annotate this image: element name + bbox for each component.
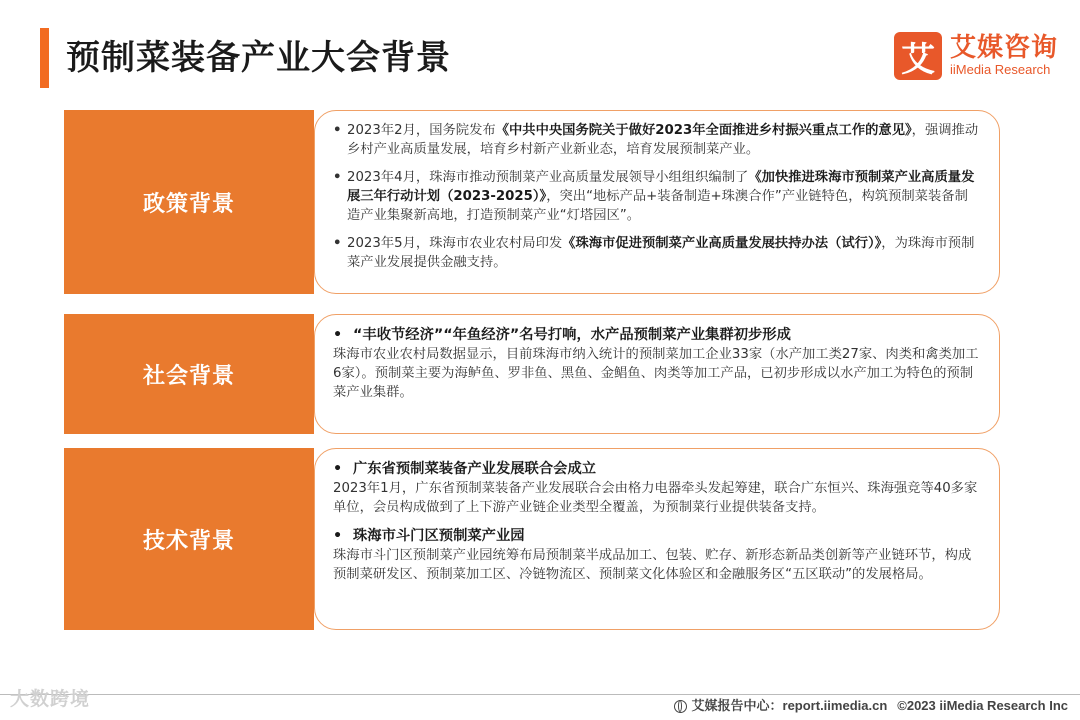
- footer: [674, 697, 1068, 715]
- page-title: 预制菜装备产业大会背景: [66, 38, 451, 78]
- policy-item: [333, 121, 981, 159]
- social-body: 珠海市农业农村局数据显示，目前珠海市纳入统计的预制菜加工企业33家（水产加工类27家、肉类和禽类加工6家）。预制菜主要为海鲈鱼、罗非鱼、黑鱼、金鲳鱼、肉类等加工产品，已初步形成以水产加工为特色的预制菜产业集群。: [333, 347, 979, 400]
- logo-text: [950, 34, 1058, 78]
- logo-mark-icon: 艾: [894, 32, 942, 80]
- policy-item-text: ，为珠海市预制菜产业发展提供金融支持。: [347, 236, 975, 270]
- social-heading-text: “丰收节经济”“年鱼经济”名号打响，水产品预制菜产业集群初步形成: [353, 327, 791, 343]
- tech-content: [314, 448, 1000, 630]
- social-label: 社会背景: [64, 314, 314, 434]
- logo-en: iiMedia Research: [949, 62, 1051, 77]
- tech-heading-1: [333, 459, 981, 479]
- tech-body-2: 珠海市斗门区预制菜产业园统筹布局预制菜半成品加工、包装、贮存、新形态新品类创新等产业链环节，构成预制菜研发区、预制菜加工区、冷链物流区、预制菜文化体验区和金融服务区“五区联动”的发展格局。: [333, 548, 972, 582]
- bullet-icon: •: [333, 327, 343, 343]
- social-section: [64, 314, 1000, 434]
- tech-body-1: 2023年1月，广东省预制菜装备产业发展联合会由格力电器牵头发起筹建，联合广东恒兴、珠海强竞等40多家单位，会员构成做到了上下游产业链企业类型全覆盖，为预制菜行业提供装备支持。: [333, 481, 978, 515]
- social-heading: [333, 325, 981, 345]
- policy-item-doc-title: 《加快推进珠海市预制菜产业高质量发展三年行动计划（2023-2025）》: [347, 170, 975, 204]
- policy-item-text: 2023年4月，珠海市推动预制菜产业高质量发展领导小组组织编制了: [347, 170, 749, 185]
- footer-divider: [0, 694, 1080, 695]
- bullet-icon: •: [333, 528, 343, 544]
- footer-copyright: ©2023 iiMedia Research Inc: [897, 698, 1068, 713]
- tech-heading-2: [333, 526, 981, 546]
- globe-icon: [674, 700, 687, 713]
- bullet-icon: •: [333, 236, 342, 251]
- tech-label: 技术背景: [64, 448, 314, 630]
- policy-item: [333, 234, 981, 272]
- iimedia-logo: [894, 30, 1058, 82]
- bullet-icon: •: [333, 123, 342, 138]
- policy-item-doc-title: 《珠海市促进预制菜产业高质量发展扶持办法（试行）》: [562, 236, 882, 251]
- title-accent-bar: [40, 28, 49, 88]
- tech-section: [64, 448, 1000, 630]
- bullet-icon: •: [333, 170, 342, 185]
- policy-item-text: 2023年5月，珠海市农业农村局印发: [347, 236, 563, 251]
- policy-section: [64, 110, 1000, 294]
- policy-item: [333, 168, 981, 225]
- policy-item-doc-title: 《中共中央国务院关于做好2023年全面推进乡村振兴重点工作的意见》: [495, 123, 912, 138]
- policy-content: [314, 110, 1000, 294]
- policy-item-text: ，突出“地标产品+装备制造+珠澳合作”产业链特色，构筑预制菜装备制造产业集聚新高地，打造预制菜产业“灯塔园区”。: [347, 189, 968, 223]
- policy-label: 政策背景: [64, 110, 314, 294]
- policy-item-text: 2023年2月，国务院发布: [347, 123, 496, 138]
- footer-report-center: 艾媒报告中心：report.iimedia.cn: [691, 698, 888, 713]
- logo-cn: 艾媒咨询: [949, 33, 1058, 63]
- social-content: [314, 314, 1000, 434]
- tech-heading-text: 珠海市斗门区预制菜产业园: [353, 528, 525, 544]
- watermark: 大数跨境: [10, 688, 91, 710]
- bullet-icon: •: [333, 461, 343, 477]
- policy-item-text: ，强调推动乡村产业高质量发展，培育乡村新产业新业态，培育发展预制菜产业。: [347, 123, 979, 157]
- tech-heading-text: 广东省预制菜装备产业发展联合会成立: [353, 461, 597, 477]
